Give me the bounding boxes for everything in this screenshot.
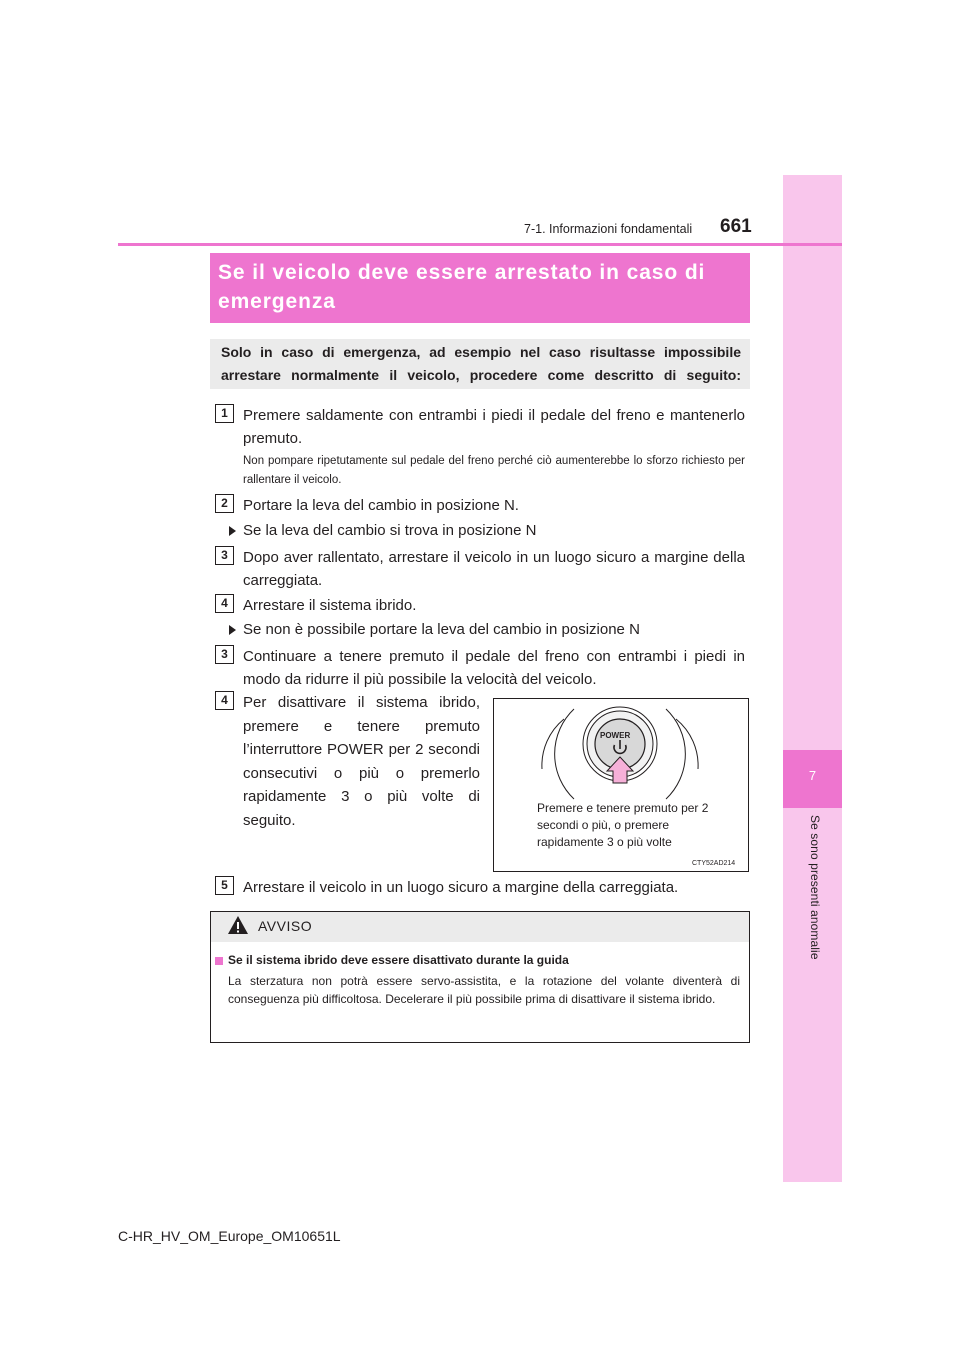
step-text: Per disattivare il sistema ibrido, premere e tenere premuto l’interruttore POWER per 2 secondi consecutivi o più o premerlo rapidamente 3 o più volte di seguito. <box>243 694 480 829</box>
page-title: Se il veicolo deve essere arrestato in caso di emergenza <box>218 261 706 313</box>
page-number: 661 <box>720 216 752 237</box>
step-text: Portare la leva del cambio in posizione N. <box>243 497 519 514</box>
step-badge: 2 <box>215 494 234 513</box>
warning-icon <box>227 915 249 935</box>
step-text: Dopo aver rallentato, arrestare il veicolo in un luogo sicuro a margine della carreggiata. <box>243 549 745 589</box>
chapter-title: Se sono presenti anomalie <box>808 815 822 960</box>
section-title: 7-1. Informazioni fondamentali <box>524 222 693 236</box>
footer-doc-code: C-HR_HV_OM_Europe_OM10651L <box>118 1228 341 1244</box>
condition-arrow-icon <box>229 625 236 635</box>
figure-caption: Premere e tenere premuto per 2 secondi o più, o premere rapidamente 3 o più volte <box>537 801 709 849</box>
step-badge: 3 <box>215 645 234 664</box>
warning-bullet <box>215 957 223 965</box>
warning-heading: Se il sistema ibrido deve essere disattivato durante la guida <box>228 953 569 967</box>
step-text: Continuare a tenere premuto il pedale del freno con entrambi i piedi in modo da ridurre il più possibile la velocità del veicolo. <box>243 648 745 688</box>
step-badge: 5 <box>215 876 234 895</box>
step-badge: 4 <box>215 691 234 710</box>
step-badge: 4 <box>215 594 234 613</box>
step-note: Non pompare ripetutamente sul pedale del freno perché ciò aumenterebbe lo sforzo richiesto per rallentare il veicolo. <box>243 455 745 486</box>
chapter-number: 7 <box>808 768 817 783</box>
condition-text: Se non è possibile portare la leva del cambio in posizione N <box>243 621 640 638</box>
step-text: Arrestare il veicolo in un luogo sicuro a margine della carreggiata. <box>243 879 679 896</box>
step-text: Premere saldamente con entrambi i piedi il pedale del freno e mantenerlo premuto. <box>243 407 745 447</box>
step-badge: 3 <box>215 546 234 565</box>
warning-title: AVVISO <box>258 918 313 934</box>
step-text: Arrestare il sistema ibrido. <box>243 597 417 614</box>
figure-code: CTY52AD214 <box>692 860 736 867</box>
condition-text: Se la leva del cambio si trova in posizione N <box>243 522 537 539</box>
condition-arrow-icon <box>229 526 236 536</box>
warning-body: La sterzatura non potrà essere servo-assistita, e la rotazione del volante diventerà di conseguenza più difficoltosa. Decelerare il più possibile prima di disattivare il sistema ibrido. <box>228 974 740 1006</box>
header-rule <box>118 243 842 246</box>
step-badge: 1 <box>215 404 234 423</box>
power-button-label: POWER <box>600 731 631 740</box>
intro-text: Solo in caso di emergenza, ad esempio nel caso risultasse impossibile arrestare normalmente il veicolo, procedere come descritto di seguito: <box>221 344 741 383</box>
